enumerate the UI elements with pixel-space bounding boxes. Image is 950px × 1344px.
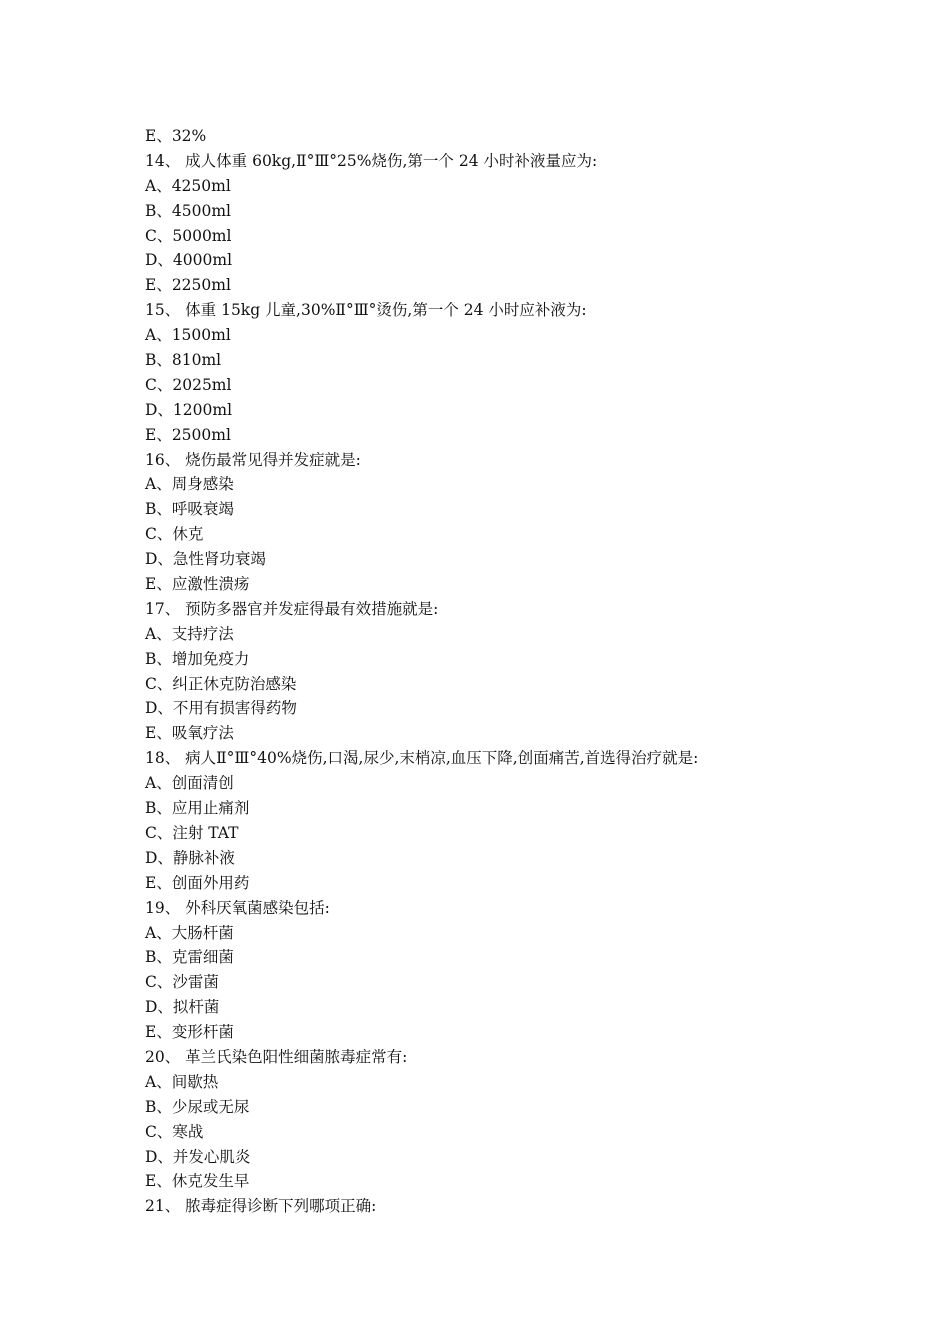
option-a: A、1500ml [145, 326, 231, 345]
option-e: E、创面外用药 [145, 873, 250, 892]
option-b: B、4500ml [145, 201, 231, 220]
option-e: E、变形杆菌 [145, 1023, 234, 1042]
option-c: C、注射 TAT [145, 823, 239, 842]
question-15: 15、 体重 15kg 儿童,30%Ⅱ°Ⅲ°烫伤,第一个 24 小时应补液为: [145, 301, 587, 320]
option-c: C、纠正休克防治感染 [145, 674, 297, 693]
option-b: B、增加免疫力 [145, 649, 250, 668]
question-21: 21、 脓毒症得诊断下列哪项正确: [145, 1197, 377, 1216]
option-d: D、1200ml [145, 400, 233, 419]
option-d: D、拟杆菌 [145, 998, 220, 1017]
option-e: E、2250ml [145, 276, 231, 295]
question-20: 20、 革兰氏染色阳性细菌脓毒症常有: [145, 1047, 408, 1066]
question-16: 16、 烧伤最常见得并发症就是: [145, 450, 361, 469]
option-b: B、少尿或无尿 [145, 1097, 250, 1116]
question-17: 17、 预防多器官并发症得最有效措施就是: [145, 599, 439, 618]
question-18: 18、 病人Ⅱ°Ⅲ°40%烧伤,口渴,尿少,末梢凉,血压下降,创面痛苦,首选得治疗就是: [145, 749, 699, 768]
question-14: 14、 成人体重 60kg,Ⅱ°Ⅲ°25%烧伤,第一个 24 小时补液量应为: [145, 151, 598, 170]
option-e: E、32% [145, 127, 207, 145]
option-d: D、急性肾功衰竭 [145, 550, 266, 569]
option-b: B、应用止痛剂 [145, 799, 250, 818]
option-d: D、静脉补液 [145, 848, 235, 867]
option-a: A、4250ml [145, 176, 231, 195]
option-a: A、周身感染 [145, 475, 234, 494]
option-c: C、5000ml [145, 226, 232, 245]
option-e: E、应激性溃疡 [145, 575, 250, 594]
option-d: D、不用有损害得药物 [145, 699, 297, 718]
option-b: B、呼吸衰竭 [145, 500, 234, 519]
option-e: E、2500ml [145, 425, 231, 444]
option-c: C、休克 [145, 525, 204, 544]
option-b: B、810ml [145, 351, 222, 370]
option-a: A、支持疗法 [145, 624, 234, 643]
question-list [145, 124, 845, 1219]
option-c: C、沙雷菌 [145, 973, 219, 992]
option-d: D、并发心肌炎 [145, 1147, 251, 1166]
option-e: E、吸氧疗法 [145, 724, 234, 743]
option-a: A、大肠杆菌 [145, 923, 234, 942]
option-c: C、2025ml [145, 375, 232, 394]
option-a: A、间歇热 [145, 1072, 219, 1091]
option-b: B、克雷细菌 [145, 948, 234, 967]
option-e: E、休克发生早 [145, 1172, 250, 1191]
option-a: A、创面清创 [145, 774, 234, 793]
question-19: 19、 外科厌氧菌感染包括: [145, 898, 330, 917]
option-d: D、4000ml [145, 251, 233, 270]
option-c: C、寒战 [145, 1122, 204, 1141]
